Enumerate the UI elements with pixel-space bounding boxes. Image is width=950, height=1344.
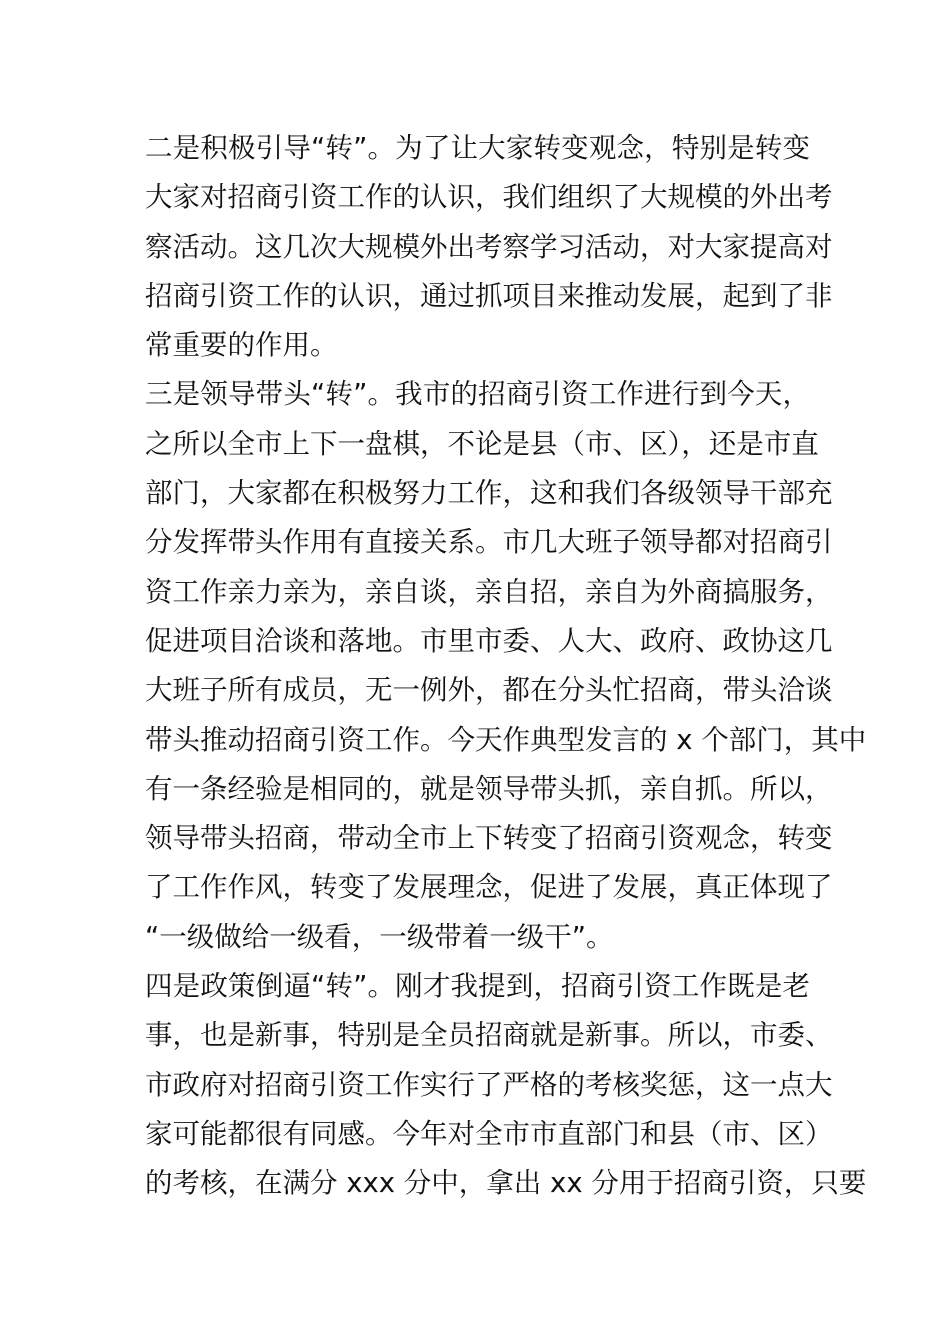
text-line: 家可能都很有同感。今年对全市市直部门和县（市、区） <box>145 1117 833 1150</box>
text-line: 领导带头招商，带动全市上下转变了招商引资观念，转变 <box>145 822 833 855</box>
text-line: 之所以全市上下一盘棋，不论是县（市、区），还是市直 <box>145 427 819 460</box>
text-line: 事，也是新事，特别是全员招商就是新事。所以，市委、 <box>145 1019 833 1052</box>
text-line: 资工作亲力亲为，亲自谈，亲自招，亲自为外商搞服务， <box>145 575 833 608</box>
text-line: 分发挥带头作用有直接关系。市几大班子领导都对招商引 <box>145 526 833 559</box>
text-line: 常重要的作用。 <box>145 329 338 362</box>
text-line: “一级做给一级看，一级带着一级干”。 <box>145 920 614 953</box>
text-line: 四是政策倒逼“转”。刚才我提到，招商引资工作既是老 <box>145 970 810 1003</box>
text-line: 二是积极引导“转”。为了让大家转变观念，特别是转变 <box>145 132 810 164</box>
text-line: 招商引资工作的认识，通过抓项目来推动发展，起到了非 <box>145 279 833 312</box>
text-line: 市政府对招商引资工作实行了严格的考核奖惩，这一点大 <box>145 1068 833 1101</box>
text-line: 部门，大家都在积极努力工作，这和我们各级领导干部充 <box>145 477 833 510</box>
document-body <box>145 124 867 1209</box>
text-line: 带头推动招商引资工作。今天作典型发言的 x 个部门，其中 <box>145 723 867 756</box>
text-line: 促进项目洽谈和落地。市里市委、人大、政府、政协这几 <box>145 624 833 657</box>
paragraph-3-leadership <box>145 370 867 962</box>
paragraph-4-policy <box>145 962 867 1208</box>
text-line: 察活动。这几次大规模外出考察学习活动，对大家提高对 <box>145 230 833 263</box>
text-line: 的考核，在满分 xxx 分中，拿出 xx 分用于招商引资，只要 <box>145 1167 867 1200</box>
text-line: 了工作作风，转变了发展理念，促进了发展，真正体现了 <box>145 871 833 904</box>
text-line: 大家对招商引资工作的认识，我们组织了大规模的外出考 <box>145 181 833 214</box>
text-line: 三是领导带头“转”。我市的招商引资工作进行到今天， <box>145 378 810 411</box>
paragraph-2-guidance <box>145 124 833 370</box>
text-line: 大班子所有成员，无一例外，都在分头忙招商，带头洽谈 <box>145 674 833 707</box>
text-line: 有一条经验是相同的，就是领导带头抓，亲自抓。所以， <box>145 772 833 805</box>
